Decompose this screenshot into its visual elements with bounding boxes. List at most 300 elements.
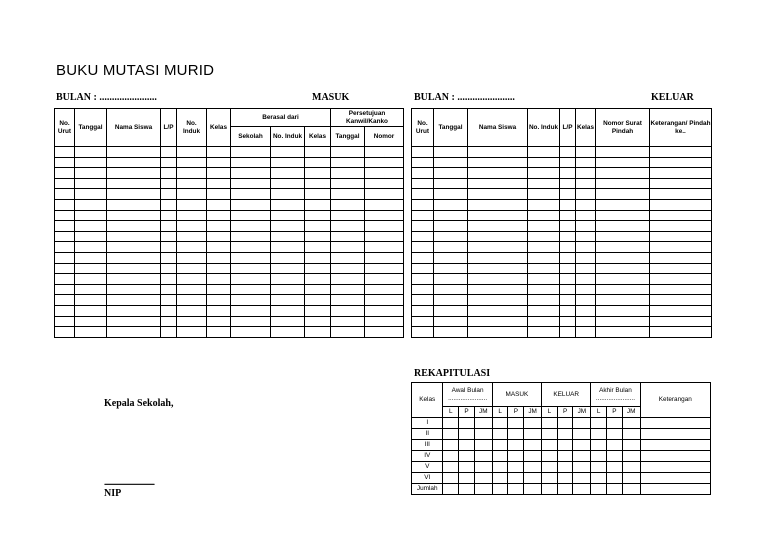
table-cell[interactable] [75, 316, 107, 327]
table-cell[interactable] [331, 263, 365, 274]
table-cell[interactable] [468, 274, 528, 285]
table-cell[interactable] [107, 199, 161, 210]
table-cell[interactable] [468, 242, 528, 253]
table-cell[interactable] [576, 242, 596, 253]
rekap-cell[interactable] [508, 484, 524, 495]
table-cell[interactable] [560, 242, 576, 253]
table-cell[interactable] [161, 263, 177, 274]
table-cell[interactable] [55, 295, 75, 306]
table-cell[interactable] [75, 189, 107, 200]
table-cell[interactable] [271, 316, 305, 327]
rekap-cell[interactable] [607, 473, 623, 484]
table-cell[interactable] [528, 252, 560, 263]
table-cell[interactable] [412, 178, 434, 189]
rekap-cell[interactable] [622, 484, 640, 495]
table-cell[interactable] [468, 316, 528, 327]
table-cell[interactable] [331, 189, 365, 200]
table-cell[interactable] [576, 295, 596, 306]
table-cell[interactable] [434, 221, 468, 232]
table-cell[interactable] [596, 221, 650, 232]
table-cell[interactable] [305, 242, 331, 253]
table-cell[interactable] [271, 147, 305, 158]
table-cell[interactable] [107, 157, 161, 168]
table-cell[interactable] [468, 178, 528, 189]
table-cell[interactable] [107, 178, 161, 189]
table-cell[interactable] [434, 284, 468, 295]
table-cell[interactable] [365, 147, 404, 158]
rekap-cell[interactable] [474, 429, 492, 440]
table-cell[interactable] [528, 168, 560, 179]
table-cell[interactable] [528, 284, 560, 295]
table-cell[interactable] [207, 305, 231, 316]
table-cell[interactable] [560, 178, 576, 189]
table-cell[interactable] [75, 157, 107, 168]
rekap-cell[interactable] [459, 440, 475, 451]
table-cell[interactable] [75, 295, 107, 306]
table-cell[interactable] [177, 199, 207, 210]
rekap-cell[interactable] [591, 462, 607, 473]
rekap-cell[interactable] [524, 462, 542, 473]
rekap-cell[interactable] [607, 451, 623, 462]
table-cell[interactable] [107, 295, 161, 306]
table-cell[interactable] [271, 199, 305, 210]
table-cell[interactable] [305, 168, 331, 179]
rekap-cell[interactable] [443, 418, 459, 429]
rekap-cell[interactable] [542, 462, 558, 473]
table-cell[interactable] [177, 168, 207, 179]
rekap-cell[interactable] [573, 451, 591, 462]
rekap-cell[interactable] [622, 473, 640, 484]
table-cell[interactable] [231, 157, 271, 168]
table-cell[interactable] [650, 305, 712, 316]
table-cell[interactable] [305, 221, 331, 232]
table-cell[interactable] [412, 231, 434, 242]
table-cell[interactable] [528, 242, 560, 253]
table-cell[interactable] [55, 168, 75, 179]
table-cell[interactable] [75, 274, 107, 285]
table-cell[interactable] [231, 274, 271, 285]
table-cell[interactable] [560, 189, 576, 200]
table-cell[interactable] [365, 252, 404, 263]
table-cell[interactable] [434, 231, 468, 242]
table-cell[interactable] [207, 210, 231, 221]
table-cell[interactable] [331, 168, 365, 179]
rekap-cell[interactable] [524, 440, 542, 451]
table-cell[interactable] [55, 231, 75, 242]
table-cell[interactable] [576, 199, 596, 210]
table-cell[interactable] [55, 284, 75, 295]
table-cell[interactable] [596, 178, 650, 189]
table-cell[interactable] [177, 147, 207, 158]
table-cell[interactable] [596, 157, 650, 168]
rekap-cell[interactable] [524, 451, 542, 462]
table-cell[interactable] [596, 231, 650, 242]
rekap-cell[interactable] [443, 484, 459, 495]
table-cell[interactable] [434, 210, 468, 221]
table-cell[interactable] [434, 168, 468, 179]
table-cell[interactable] [650, 252, 712, 263]
table-cell[interactable] [412, 263, 434, 274]
table-cell[interactable] [207, 327, 231, 338]
rekap-cell[interactable] [459, 451, 475, 462]
table-cell[interactable] [271, 231, 305, 242]
table-cell[interactable] [271, 305, 305, 316]
table-cell[interactable] [560, 147, 576, 158]
rekap-cell[interactable] [607, 418, 623, 429]
table-cell[interactable] [231, 327, 271, 338]
table-cell[interactable] [161, 316, 177, 327]
table-cell[interactable] [161, 274, 177, 285]
rekap-cell[interactable] [474, 440, 492, 451]
table-cell[interactable] [271, 168, 305, 179]
table-cell[interactable] [271, 263, 305, 274]
rekap-cell[interactable] [557, 429, 573, 440]
table-cell[interactable] [560, 157, 576, 168]
table-cell[interactable] [107, 263, 161, 274]
table-cell[interactable] [305, 199, 331, 210]
table-cell[interactable] [412, 327, 434, 338]
table-cell[interactable] [560, 168, 576, 179]
table-cell[interactable] [468, 263, 528, 274]
table-cell[interactable] [305, 284, 331, 295]
table-cell[interactable] [305, 263, 331, 274]
table-cell[interactable] [331, 252, 365, 263]
table-cell[interactable] [331, 316, 365, 327]
table-cell[interactable] [55, 199, 75, 210]
table-cell[interactable] [107, 316, 161, 327]
table-cell[interactable] [576, 305, 596, 316]
table-cell[interactable] [271, 157, 305, 168]
rekap-cell[interactable] [508, 418, 524, 429]
table-cell[interactable] [528, 305, 560, 316]
table-cell[interactable] [596, 263, 650, 274]
table-cell[interactable] [305, 178, 331, 189]
table-cell[interactable] [365, 284, 404, 295]
table-cell[interactable] [161, 242, 177, 253]
table-cell[interactable] [305, 274, 331, 285]
table-cell[interactable] [576, 210, 596, 221]
rekap-cell[interactable] [459, 429, 475, 440]
table-cell[interactable] [177, 327, 207, 338]
table-cell[interactable] [177, 231, 207, 242]
table-cell[interactable] [576, 284, 596, 295]
table-cell[interactable] [468, 327, 528, 338]
rekap-cell[interactable] [557, 484, 573, 495]
rekap-cell[interactable] [459, 418, 475, 429]
rekap-cell[interactable] [508, 451, 524, 462]
table-cell[interactable] [107, 327, 161, 338]
rekap-cell[interactable] [557, 440, 573, 451]
table-cell[interactable] [55, 274, 75, 285]
table-cell[interactable] [161, 178, 177, 189]
table-cell[interactable] [528, 221, 560, 232]
rekap-cell[interactable] [640, 484, 710, 495]
table-cell[interactable] [271, 252, 305, 263]
table-cell[interactable] [365, 327, 404, 338]
table-cell[interactable] [55, 305, 75, 316]
table-cell[interactable] [434, 157, 468, 168]
table-cell[interactable] [177, 316, 207, 327]
table-cell[interactable] [107, 221, 161, 232]
table-cell[interactable] [650, 199, 712, 210]
table-cell[interactable] [177, 178, 207, 189]
table-cell[interactable] [161, 231, 177, 242]
rekap-cell[interactable] [640, 473, 710, 484]
table-cell[interactable] [161, 147, 177, 158]
table-cell[interactable] [331, 284, 365, 295]
table-cell[interactable] [434, 189, 468, 200]
table-cell[interactable] [528, 231, 560, 242]
table-cell[interactable] [468, 252, 528, 263]
table-cell[interactable] [231, 147, 271, 158]
table-cell[interactable] [305, 210, 331, 221]
table-cell[interactable] [55, 210, 75, 221]
table-cell[interactable] [412, 274, 434, 285]
table-cell[interactable] [650, 327, 712, 338]
table-cell[interactable] [207, 284, 231, 295]
table-cell[interactable] [412, 284, 434, 295]
table-cell[interactable] [177, 263, 207, 274]
table-cell[interactable] [596, 295, 650, 306]
rekap-cell[interactable] [524, 473, 542, 484]
rekap-cell[interactable] [591, 451, 607, 462]
table-cell[interactable] [412, 295, 434, 306]
table-cell[interactable] [650, 316, 712, 327]
rekap-cell[interactable] [557, 473, 573, 484]
table-cell[interactable] [650, 147, 712, 158]
table-cell[interactable] [528, 295, 560, 306]
table-cell[interactable] [161, 327, 177, 338]
rekap-cell[interactable] [542, 473, 558, 484]
table-cell[interactable] [560, 231, 576, 242]
rekap-cell[interactable] [607, 429, 623, 440]
rekap-cell[interactable] [557, 418, 573, 429]
table-cell[interactable] [365, 295, 404, 306]
table-cell[interactable] [161, 305, 177, 316]
rekap-cell[interactable] [474, 462, 492, 473]
table-cell[interactable] [650, 231, 712, 242]
table-cell[interactable] [207, 252, 231, 263]
table-cell[interactable] [576, 157, 596, 168]
rekap-cell[interactable] [622, 429, 640, 440]
rekap-cell[interactable] [542, 418, 558, 429]
table-cell[interactable] [207, 168, 231, 179]
table-cell[interactable] [55, 221, 75, 232]
table-cell[interactable] [412, 252, 434, 263]
rekap-cell[interactable] [524, 429, 542, 440]
rekap-cell[interactable] [557, 451, 573, 462]
table-cell[interactable] [55, 316, 75, 327]
table-cell[interactable] [528, 178, 560, 189]
rekap-cell[interactable] [640, 451, 710, 462]
table-cell[interactable] [528, 327, 560, 338]
table-cell[interactable] [207, 189, 231, 200]
table-cell[interactable] [576, 252, 596, 263]
table-cell[interactable] [650, 157, 712, 168]
table-cell[interactable] [161, 168, 177, 179]
table-cell[interactable] [75, 210, 107, 221]
rekap-cell[interactable] [492, 462, 508, 473]
table-cell[interactable] [412, 316, 434, 327]
table-cell[interactable] [161, 210, 177, 221]
table-cell[interactable] [468, 199, 528, 210]
table-cell[interactable] [75, 231, 107, 242]
rekap-cell[interactable] [443, 440, 459, 451]
table-cell[interactable] [207, 157, 231, 168]
rekap-cell[interactable] [607, 440, 623, 451]
table-cell[interactable] [305, 305, 331, 316]
table-cell[interactable] [177, 157, 207, 168]
table-cell[interactable] [560, 327, 576, 338]
table-cell[interactable] [231, 189, 271, 200]
rekap-cell[interactable] [607, 462, 623, 473]
table-cell[interactable] [528, 316, 560, 327]
table-cell[interactable] [305, 157, 331, 168]
table-cell[interactable] [560, 199, 576, 210]
rekap-cell[interactable] [591, 429, 607, 440]
table-cell[interactable] [177, 295, 207, 306]
table-cell[interactable] [177, 242, 207, 253]
table-cell[interactable] [468, 157, 528, 168]
table-cell[interactable] [177, 210, 207, 221]
table-cell[interactable] [331, 295, 365, 306]
table-cell[interactable] [331, 242, 365, 253]
rekap-cell[interactable] [474, 451, 492, 462]
table-cell[interactable] [161, 221, 177, 232]
rekap-cell[interactable] [573, 484, 591, 495]
rekap-cell[interactable] [573, 429, 591, 440]
table-cell[interactable] [596, 147, 650, 158]
table-cell[interactable] [231, 305, 271, 316]
table-cell[interactable] [596, 168, 650, 179]
table-cell[interactable] [528, 274, 560, 285]
table-cell[interactable] [231, 252, 271, 263]
table-cell[interactable] [528, 263, 560, 274]
table-cell[interactable] [468, 168, 528, 179]
rekap-cell[interactable] [492, 429, 508, 440]
rekap-cell[interactable] [591, 418, 607, 429]
table-cell[interactable] [207, 221, 231, 232]
rekap-cell[interactable] [508, 440, 524, 451]
table-cell[interactable] [576, 327, 596, 338]
table-cell[interactable] [305, 147, 331, 158]
rekap-cell[interactable] [622, 418, 640, 429]
rekap-cell[interactable] [508, 462, 524, 473]
table-cell[interactable] [576, 274, 596, 285]
table-cell[interactable] [55, 189, 75, 200]
table-cell[interactable] [576, 221, 596, 232]
table-cell[interactable] [365, 178, 404, 189]
table-cell[interactable] [207, 316, 231, 327]
table-cell[interactable] [107, 274, 161, 285]
table-cell[interactable] [177, 221, 207, 232]
table-cell[interactable] [161, 284, 177, 295]
rekap-cell[interactable] [492, 451, 508, 462]
table-cell[interactable] [434, 252, 468, 263]
table-cell[interactable] [528, 147, 560, 158]
table-cell[interactable] [55, 242, 75, 253]
table-cell[interactable] [331, 305, 365, 316]
table-cell[interactable] [434, 274, 468, 285]
table-cell[interactable] [468, 284, 528, 295]
rekap-cell[interactable] [591, 473, 607, 484]
table-cell[interactable] [161, 199, 177, 210]
table-cell[interactable] [107, 284, 161, 295]
table-cell[interactable] [576, 231, 596, 242]
table-cell[interactable] [207, 178, 231, 189]
rekap-cell[interactable] [443, 451, 459, 462]
table-cell[interactable] [75, 199, 107, 210]
table-cell[interactable] [207, 147, 231, 158]
rekap-cell[interactable] [542, 451, 558, 462]
rekap-cell[interactable] [573, 418, 591, 429]
table-cell[interactable] [560, 221, 576, 232]
rekap-cell[interactable] [640, 440, 710, 451]
table-cell[interactable] [161, 157, 177, 168]
table-cell[interactable] [434, 305, 468, 316]
table-cell[interactable] [207, 242, 231, 253]
rekap-cell[interactable] [607, 484, 623, 495]
table-cell[interactable] [596, 305, 650, 316]
table-cell[interactable] [75, 305, 107, 316]
table-cell[interactable] [207, 199, 231, 210]
rekap-cell[interactable] [492, 418, 508, 429]
table-cell[interactable] [177, 189, 207, 200]
table-cell[interactable] [365, 157, 404, 168]
table-cell[interactable] [434, 242, 468, 253]
rekap-cell[interactable] [542, 429, 558, 440]
table-cell[interactable] [650, 168, 712, 179]
table-cell[interactable] [412, 210, 434, 221]
table-cell[interactable] [365, 305, 404, 316]
rekap-cell[interactable] [524, 418, 542, 429]
rekap-cell[interactable] [591, 484, 607, 495]
table-cell[interactable] [596, 284, 650, 295]
rekap-cell[interactable] [474, 418, 492, 429]
table-cell[interactable] [434, 147, 468, 158]
table-cell[interactable] [468, 305, 528, 316]
table-cell[interactable] [650, 295, 712, 306]
table-cell[interactable] [576, 178, 596, 189]
table-cell[interactable] [596, 199, 650, 210]
table-cell[interactable] [271, 189, 305, 200]
rekap-cell[interactable] [443, 462, 459, 473]
rekap-cell[interactable] [459, 462, 475, 473]
table-cell[interactable] [331, 157, 365, 168]
table-cell[interactable] [528, 157, 560, 168]
table-cell[interactable] [434, 178, 468, 189]
rekap-cell[interactable] [573, 440, 591, 451]
table-cell[interactable] [305, 316, 331, 327]
table-cell[interactable] [231, 199, 271, 210]
table-cell[interactable] [231, 284, 271, 295]
rekap-cell[interactable] [557, 462, 573, 473]
table-cell[interactable] [231, 210, 271, 221]
rekap-cell[interactable] [492, 473, 508, 484]
table-cell[interactable] [231, 221, 271, 232]
table-cell[interactable] [560, 210, 576, 221]
table-cell[interactable] [560, 252, 576, 263]
table-cell[interactable] [365, 242, 404, 253]
table-cell[interactable] [55, 147, 75, 158]
table-cell[interactable] [271, 221, 305, 232]
rekap-cell[interactable] [459, 473, 475, 484]
table-cell[interactable] [107, 168, 161, 179]
table-cell[interactable] [161, 295, 177, 306]
table-cell[interactable] [75, 284, 107, 295]
table-cell[interactable] [365, 316, 404, 327]
rekap-cell[interactable] [542, 484, 558, 495]
